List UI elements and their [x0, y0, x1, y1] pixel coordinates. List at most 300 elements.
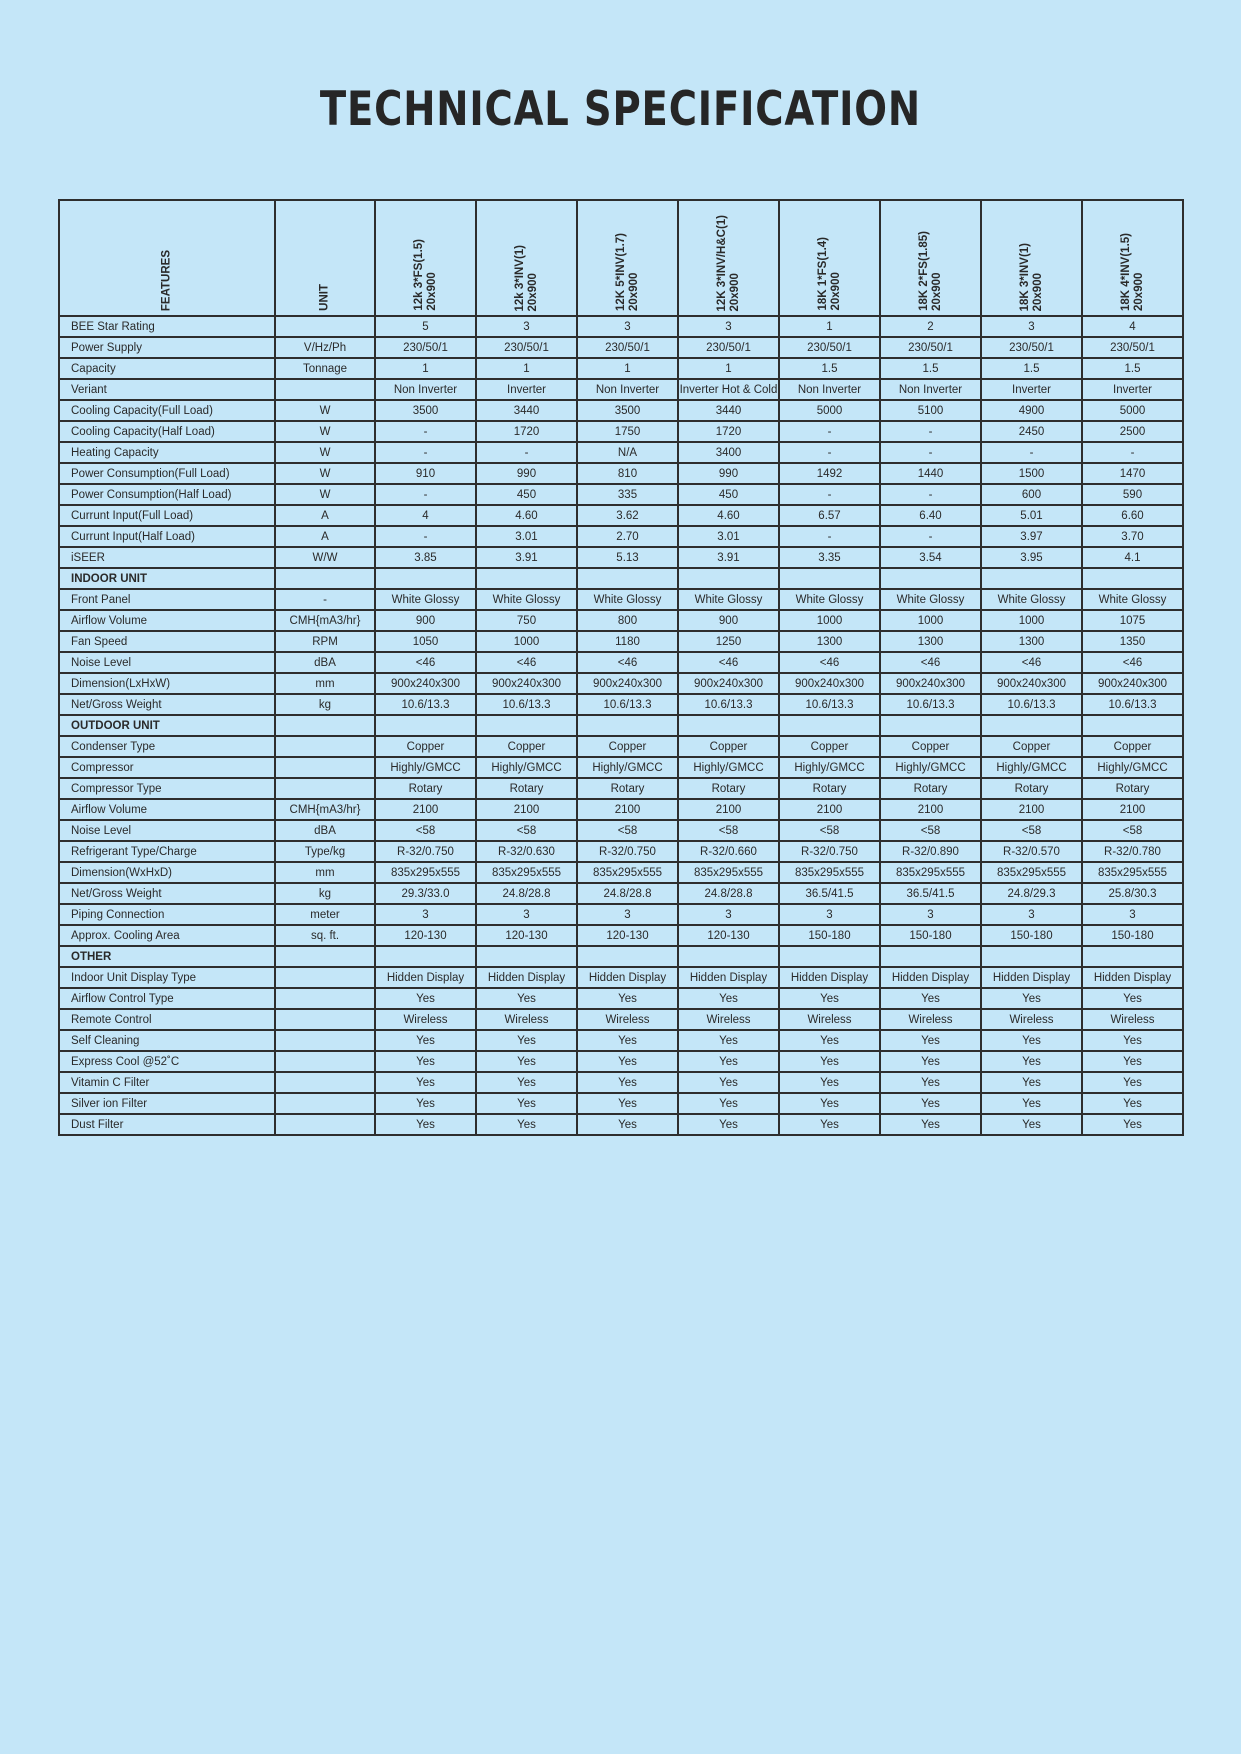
header-model-8 [1082, 200, 1183, 316]
table-row [59, 484, 1183, 505]
unit-cell: - [275, 589, 375, 610]
header-model-3 [577, 200, 678, 316]
value-cell: Copper [375, 736, 476, 757]
unit-cell: dBA [275, 652, 375, 673]
value-cell: Yes [981, 1051, 1082, 1072]
value-cell: Yes [1082, 1072, 1183, 1093]
value-cell: Yes [880, 988, 981, 1009]
value-cell: 2100 [577, 799, 678, 820]
table-row [59, 1030, 1183, 1051]
table-row [59, 358, 1183, 379]
value-cell: <58 [981, 820, 1082, 841]
header-model-label [615, 233, 641, 311]
value-cell: 10.6/13.3 [981, 694, 1082, 715]
value-cell: 120-130 [476, 925, 577, 946]
value-cell: Hidden Display [577, 967, 678, 988]
table-row [59, 694, 1183, 715]
feature-cell: Cooling Capacity(Half Load) [59, 421, 275, 442]
value-cell: Yes [577, 1093, 678, 1114]
value-cell: 835x295x555 [880, 862, 981, 883]
value-cell: Hidden Display [880, 967, 981, 988]
table-row [59, 505, 1183, 526]
value-cell: 1500 [981, 463, 1082, 484]
section-row [59, 715, 1183, 736]
value-cell: 1180 [577, 631, 678, 652]
value-cell: 3 [577, 316, 678, 337]
value-cell [880, 715, 981, 736]
model-name: 18K 4*INV(1.5) [1119, 233, 1132, 311]
value-cell: Hidden Display [375, 967, 476, 988]
value-cell: Yes [577, 1051, 678, 1072]
value-cell: Yes [678, 1093, 779, 1114]
header-model-label [1120, 233, 1146, 311]
value-cell: 3.70 [1082, 526, 1183, 547]
value-cell: 1300 [981, 631, 1082, 652]
value-cell: 2100 [375, 799, 476, 820]
value-cell: Yes [981, 988, 1082, 1009]
value-cell: 450 [678, 484, 779, 505]
value-cell: 4.60 [678, 505, 779, 526]
unit-cell: kg [275, 883, 375, 904]
value-cell [880, 568, 981, 589]
value-cell: 3.01 [476, 526, 577, 547]
value-cell: Wireless [577, 1009, 678, 1030]
value-cell: 3 [981, 904, 1082, 925]
value-cell: <46 [981, 652, 1082, 673]
value-cell: Inverter [981, 379, 1082, 400]
unit-cell: mm [275, 673, 375, 694]
header-model-label [918, 231, 944, 311]
value-cell: - [779, 484, 880, 505]
value-cell: 24.8/28.8 [577, 883, 678, 904]
table-row [59, 778, 1183, 799]
value-cell: Yes [981, 1114, 1082, 1135]
value-cell: 900x240x300 [375, 673, 476, 694]
value-cell: 3 [476, 904, 577, 925]
value-cell: 3.97 [981, 526, 1082, 547]
value-cell [476, 715, 577, 736]
value-cell: 2100 [779, 799, 880, 820]
value-cell: 29.3/33.0 [375, 883, 476, 904]
value-cell: 3 [577, 904, 678, 925]
table-row [59, 547, 1183, 568]
value-cell: 900x240x300 [981, 673, 1082, 694]
value-cell: 10.6/13.3 [678, 694, 779, 715]
value-cell: - [779, 421, 880, 442]
value-cell: 3440 [476, 400, 577, 421]
unit-cell [275, 379, 375, 400]
value-cell: 4 [1082, 316, 1183, 337]
value-cell: Wireless [880, 1009, 981, 1030]
model-size: 20x900 [627, 272, 640, 311]
value-cell: 1720 [678, 421, 779, 442]
value-cell [880, 946, 981, 967]
value-cell: Yes [678, 1072, 779, 1093]
section-row [59, 946, 1183, 967]
value-cell: Hidden Display [981, 967, 1082, 988]
value-cell: Wireless [1082, 1009, 1183, 1030]
value-cell: Yes [981, 1030, 1082, 1051]
value-cell: Yes [476, 1030, 577, 1051]
value-cell: 3.62 [577, 505, 678, 526]
feature-cell: Currunt Input(Half Load) [59, 526, 275, 547]
value-cell: 150-180 [880, 925, 981, 946]
feature-cell: Front Panel [59, 589, 275, 610]
header-model-7 [981, 200, 1082, 316]
value-cell: 810 [577, 463, 678, 484]
table-row [59, 736, 1183, 757]
value-cell: - [375, 484, 476, 505]
value-cell: 990 [678, 463, 779, 484]
value-cell: 230/50/1 [375, 337, 476, 358]
value-cell [375, 946, 476, 967]
feature-cell: Power Consumption(Full Load) [59, 463, 275, 484]
value-cell: Yes [880, 1114, 981, 1135]
value-cell: 1 [678, 358, 779, 379]
value-cell [1082, 946, 1183, 967]
unit-cell: W [275, 400, 375, 421]
unit-cell: Type/kg [275, 841, 375, 862]
value-cell: 230/50/1 [1082, 337, 1183, 358]
value-cell: R-32/0.630 [476, 841, 577, 862]
unit-cell [275, 1009, 375, 1030]
value-cell: 3.91 [678, 547, 779, 568]
header-model-label [817, 237, 843, 311]
model-name: 18K 2*FS(1.85) [917, 231, 930, 311]
value-cell: Highly/GMCC [779, 757, 880, 778]
header-model-label [716, 215, 742, 312]
value-cell: 1000 [880, 610, 981, 631]
header-model-label [413, 239, 439, 311]
table-row [59, 442, 1183, 463]
value-cell: 2100 [880, 799, 981, 820]
value-cell: 2450 [981, 421, 1082, 442]
value-cell: Copper [678, 736, 779, 757]
value-cell: 4.60 [476, 505, 577, 526]
value-cell: - [1082, 442, 1183, 463]
value-cell: 150-180 [1082, 925, 1183, 946]
feature-cell: Vitamin C Filter [59, 1072, 275, 1093]
table-row [59, 841, 1183, 862]
feature-cell: Self Cleaning [59, 1030, 275, 1051]
value-cell: 3.95 [981, 547, 1082, 568]
value-cell: 10.6/13.3 [375, 694, 476, 715]
value-cell: 835x295x555 [678, 862, 779, 883]
value-cell: Rotary [577, 778, 678, 799]
value-cell: 3.85 [375, 547, 476, 568]
value-cell: 3400 [678, 442, 779, 463]
table-row [59, 421, 1183, 442]
value-cell: White Glossy [981, 589, 1082, 610]
value-cell: White Glossy [779, 589, 880, 610]
value-cell: R-32/0.890 [880, 841, 981, 862]
value-cell: 900 [678, 610, 779, 631]
value-cell: 6.57 [779, 505, 880, 526]
section-heading: OUTDOOR UNIT [59, 715, 275, 736]
value-cell: Copper [880, 736, 981, 757]
value-cell: 6.40 [880, 505, 981, 526]
unit-cell: RPM [275, 631, 375, 652]
feature-cell: Refrigerant Type/Charge [59, 841, 275, 862]
table-row [59, 967, 1183, 988]
section-heading: OTHER [59, 946, 275, 967]
value-cell: 900x240x300 [1082, 673, 1183, 694]
unit-cell: Tonnage [275, 358, 375, 379]
value-cell: 1750 [577, 421, 678, 442]
value-cell [779, 568, 880, 589]
value-cell: Non Inverter [375, 379, 476, 400]
header-model-2 [476, 200, 577, 316]
feature-cell: Net/Gross Weight [59, 883, 275, 904]
value-cell: Copper [577, 736, 678, 757]
value-cell: 1000 [779, 610, 880, 631]
model-size: 20x900 [829, 272, 842, 311]
value-cell [981, 568, 1082, 589]
value-cell: 5100 [880, 400, 981, 421]
value-cell: 120-130 [375, 925, 476, 946]
header-unit-label: UNIT [318, 284, 331, 311]
value-cell: Rotary [981, 778, 1082, 799]
unit-cell: CMH{mA3/hr} [275, 799, 375, 820]
value-cell: Hidden Display [678, 967, 779, 988]
value-cell: White Glossy [476, 589, 577, 610]
value-cell: Yes [678, 1051, 779, 1072]
value-cell: 5 [375, 316, 476, 337]
table-row [59, 526, 1183, 547]
value-cell [476, 946, 577, 967]
unit-cell: V/Hz/Ph [275, 337, 375, 358]
value-cell: Yes [1082, 1093, 1183, 1114]
value-cell: 5000 [1082, 400, 1183, 421]
value-cell: 3.54 [880, 547, 981, 568]
value-cell: - [375, 421, 476, 442]
unit-cell: W [275, 421, 375, 442]
value-cell: 10.6/13.3 [476, 694, 577, 715]
value-cell: 900x240x300 [779, 673, 880, 694]
value-cell: 900x240x300 [678, 673, 779, 694]
value-cell: 24.8/29.3 [981, 883, 1082, 904]
value-cell: <46 [476, 652, 577, 673]
header-features [59, 200, 275, 316]
model-size: 20x900 [425, 272, 438, 311]
table-row [59, 1009, 1183, 1030]
value-cell: 1 [779, 316, 880, 337]
page-title: TECHNICAL SPECIFICATION [319, 82, 921, 137]
value-cell [476, 568, 577, 589]
value-cell: 10.6/13.3 [577, 694, 678, 715]
unit-cell [275, 1072, 375, 1093]
value-cell: <46 [678, 652, 779, 673]
value-cell: R-32/0.660 [678, 841, 779, 862]
feature-cell: Piping Connection [59, 904, 275, 925]
value-cell: 1300 [880, 631, 981, 652]
feature-cell: Dimension(WxHxD) [59, 862, 275, 883]
value-cell: 1250 [678, 631, 779, 652]
feature-cell: Fan Speed [59, 631, 275, 652]
model-name: 18K 3*INV(1) [1018, 242, 1031, 311]
value-cell [981, 715, 1082, 736]
value-cell: 2100 [678, 799, 779, 820]
value-cell: 750 [476, 610, 577, 631]
value-cell [1082, 568, 1183, 589]
value-cell: 3500 [577, 400, 678, 421]
header-model-6 [880, 200, 981, 316]
value-cell: 4.1 [1082, 547, 1183, 568]
unit-cell: sq. ft. [275, 925, 375, 946]
value-cell [678, 568, 779, 589]
value-cell: 3 [678, 316, 779, 337]
value-cell: 230/50/1 [476, 337, 577, 358]
table-row [59, 904, 1183, 925]
value-cell: Yes [476, 1114, 577, 1135]
value-cell [577, 946, 678, 967]
unit-cell: A [275, 505, 375, 526]
value-cell: 1 [476, 358, 577, 379]
section-heading: INDOOR UNIT [59, 568, 275, 589]
model-name: 12K 5*INV(1.7) [614, 233, 627, 311]
value-cell: <58 [577, 820, 678, 841]
value-cell: 2 [880, 316, 981, 337]
value-cell: 24.8/28.8 [678, 883, 779, 904]
value-cell: R-32/0.570 [981, 841, 1082, 862]
value-cell: 900 [375, 610, 476, 631]
value-cell: Yes [678, 988, 779, 1009]
value-cell: 3 [476, 316, 577, 337]
unit-cell: kg [275, 694, 375, 715]
unit-cell [275, 736, 375, 757]
unit-cell [275, 568, 375, 589]
value-cell: Highly/GMCC [577, 757, 678, 778]
value-cell: 835x295x555 [779, 862, 880, 883]
value-cell: 3 [880, 904, 981, 925]
value-cell: R-32/0.750 [779, 841, 880, 862]
value-cell: Non Inverter [880, 379, 981, 400]
value-cell: <46 [779, 652, 880, 673]
value-cell [678, 715, 779, 736]
feature-cell: Airflow Volume [59, 799, 275, 820]
value-cell: Yes [880, 1051, 981, 1072]
table-row [59, 988, 1183, 1009]
header-unit [275, 200, 375, 316]
value-cell: 150-180 [779, 925, 880, 946]
value-cell: Yes [779, 1093, 880, 1114]
value-cell: White Glossy [577, 589, 678, 610]
table-row [59, 316, 1183, 337]
value-cell: Yes [880, 1093, 981, 1114]
table-row [59, 610, 1183, 631]
header-model-4 [678, 200, 779, 316]
value-cell: - [880, 526, 981, 547]
value-cell: 3 [981, 316, 1082, 337]
value-cell: 10.6/13.3 [1082, 694, 1183, 715]
value-cell: <46 [375, 652, 476, 673]
unit-cell [275, 757, 375, 778]
model-size: 20x900 [930, 272, 943, 311]
value-cell: - [375, 526, 476, 547]
unit-cell [275, 967, 375, 988]
value-cell: Inverter Hot & Cold [678, 379, 779, 400]
value-cell: - [779, 442, 880, 463]
feature-cell: BEE Star Rating [59, 316, 275, 337]
table-row [59, 589, 1183, 610]
value-cell: <46 [880, 652, 981, 673]
value-cell: Hidden Display [779, 967, 880, 988]
value-cell: Yes [577, 1072, 678, 1093]
value-cell: Copper [981, 736, 1082, 757]
unit-cell: W [275, 463, 375, 484]
value-cell: 5.13 [577, 547, 678, 568]
value-cell: 900x240x300 [476, 673, 577, 694]
feature-cell: Compressor [59, 757, 275, 778]
value-cell: R-32/0.780 [1082, 841, 1183, 862]
value-cell: 1440 [880, 463, 981, 484]
value-cell: 24.8/28.8 [476, 883, 577, 904]
value-cell: 1050 [375, 631, 476, 652]
model-size: 20x900 [728, 272, 741, 311]
value-cell: Yes [375, 1114, 476, 1135]
feature-cell: Remote Control [59, 1009, 275, 1030]
value-cell: 36.5/41.5 [779, 883, 880, 904]
value-cell: Copper [476, 736, 577, 757]
value-cell: 2100 [476, 799, 577, 820]
value-cell: Yes [779, 988, 880, 1009]
value-cell: 1.5 [981, 358, 1082, 379]
spec-table [58, 199, 1184, 1136]
model-name: 18K 1*FS(1.4) [816, 237, 829, 311]
value-cell: Yes [577, 988, 678, 1009]
feature-cell: Airflow Control Type [59, 988, 275, 1009]
value-cell: <46 [577, 652, 678, 673]
value-cell: Highly/GMCC [678, 757, 779, 778]
value-cell: 2100 [981, 799, 1082, 820]
value-cell: Inverter [1082, 379, 1183, 400]
feature-cell: iSEER [59, 547, 275, 568]
table-row [59, 673, 1183, 694]
feature-cell: Cooling Capacity(Full Load) [59, 400, 275, 421]
value-cell: 910 [375, 463, 476, 484]
feature-cell: Compressor Type [59, 778, 275, 799]
value-cell: 230/50/1 [678, 337, 779, 358]
value-cell [577, 715, 678, 736]
value-cell: <58 [375, 820, 476, 841]
feature-cell: Dust Filter [59, 1114, 275, 1135]
feature-cell: Power Consumption(Half Load) [59, 484, 275, 505]
feature-cell: Approx. Cooling Area [59, 925, 275, 946]
value-cell [1082, 715, 1183, 736]
section-row [59, 568, 1183, 589]
value-cell [981, 946, 1082, 967]
value-cell: 835x295x555 [1082, 862, 1183, 883]
value-cell: Yes [779, 1072, 880, 1093]
value-cell: 1 [577, 358, 678, 379]
value-cell: 10.6/13.3 [880, 694, 981, 715]
value-cell: Wireless [678, 1009, 779, 1030]
value-cell: Copper [779, 736, 880, 757]
value-cell: 1470 [1082, 463, 1183, 484]
value-cell: Yes [779, 1051, 880, 1072]
value-cell: <58 [1082, 820, 1183, 841]
value-cell: 230/50/1 [880, 337, 981, 358]
header-model-label [514, 245, 540, 311]
value-cell: Yes [880, 1030, 981, 1051]
value-cell: 5.01 [981, 505, 1082, 526]
value-cell: <58 [880, 820, 981, 841]
table-row [59, 400, 1183, 421]
value-cell: 1350 [1082, 631, 1183, 652]
value-cell: 1000 [476, 631, 577, 652]
value-cell: Hidden Display [476, 967, 577, 988]
value-cell: Wireless [981, 1009, 1082, 1030]
